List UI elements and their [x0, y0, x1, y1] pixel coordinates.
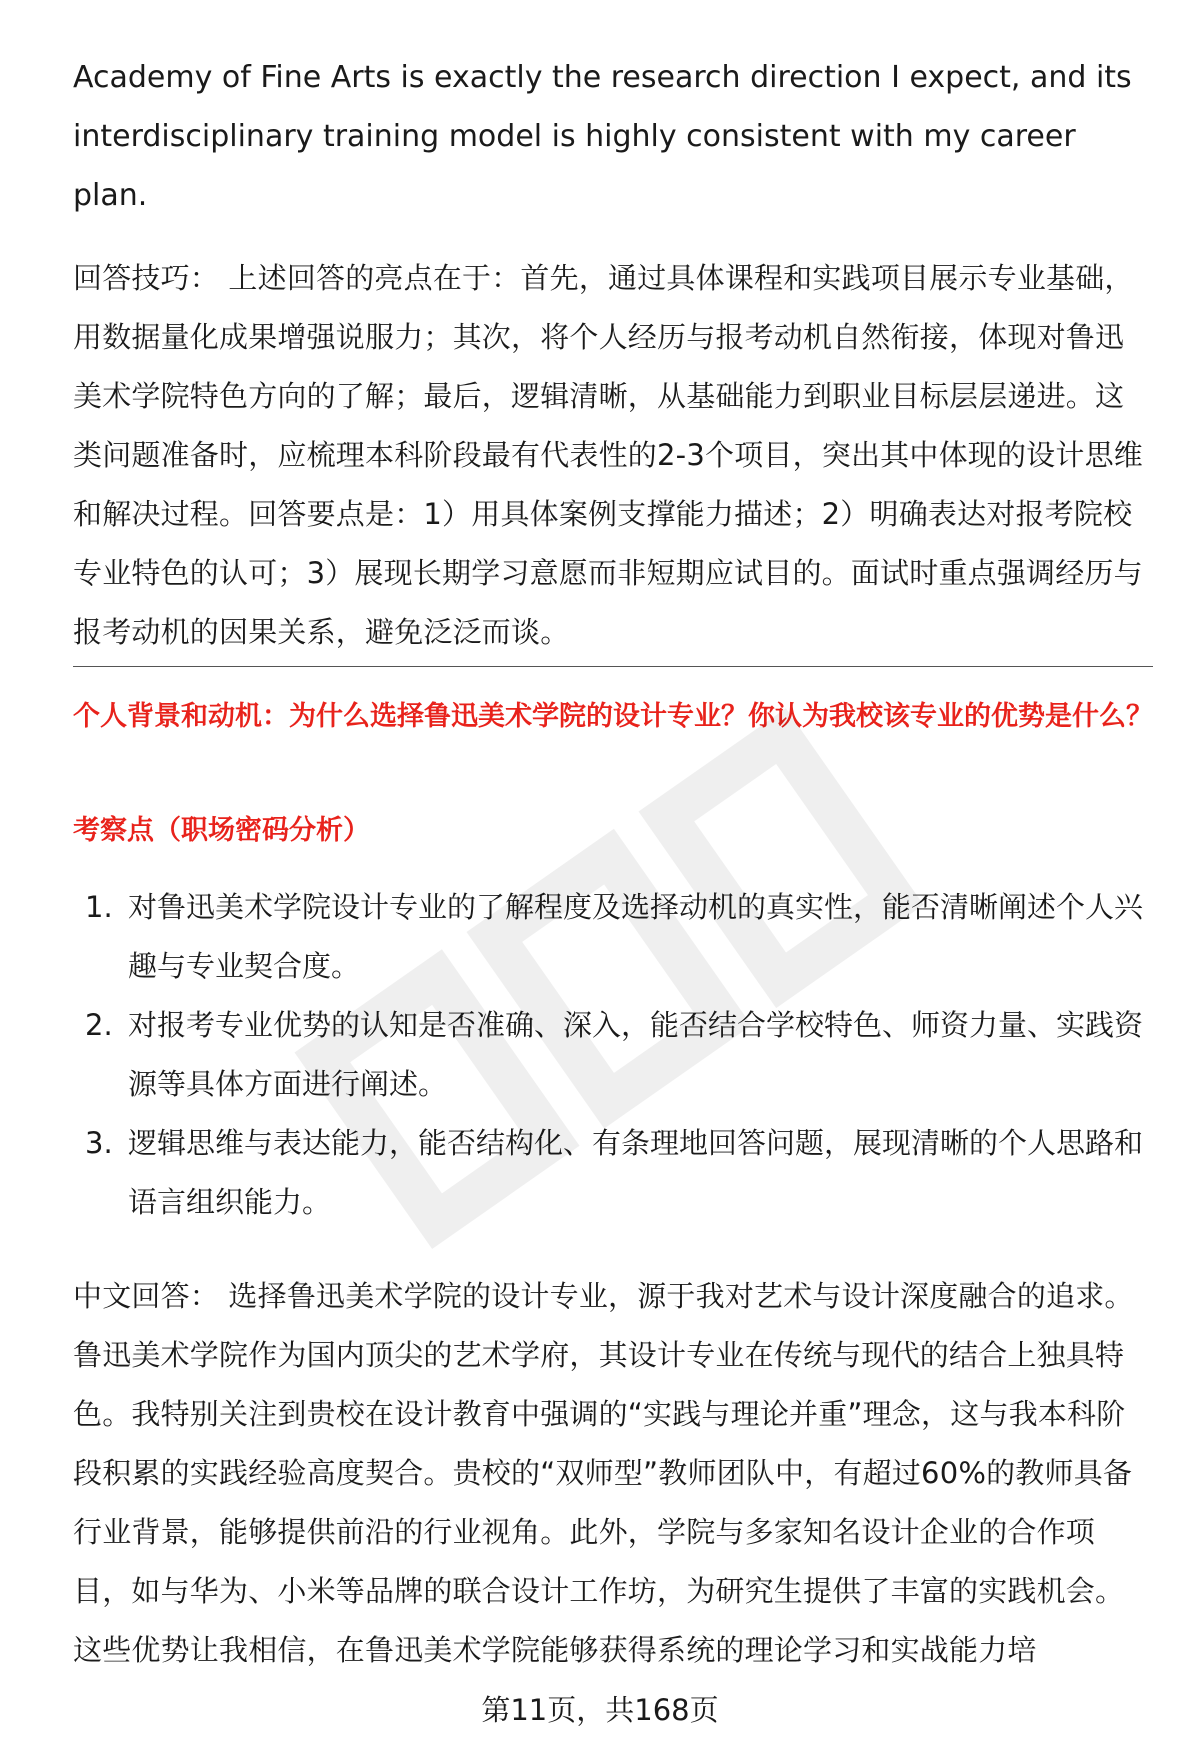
top-content: [73, 48, 1153, 662]
section-divider: [73, 666, 1153, 667]
spacer: [73, 225, 1153, 249]
page-footer: 第11页，共168页: [481, 1693, 719, 1727]
list-number: 1.: [85, 890, 113, 924]
list-number: 2.: [85, 1008, 113, 1042]
list-item: [73, 1114, 1153, 1232]
list-text: 对报考专业优势的认知是否准确、深入，能否结合学校特色、师资力量、实践资源等具体方面进行阐述。: [128, 1008, 1144, 1101]
tips-paragraph: 回答技巧： 上述回答的亮点在于：首先，通过具体课程和实践项目展示专业基础，用数据量化成果增强说服力；其次，将个人经历与报考动机自然衔接，体现对鲁迅美术学院特色方向的了解；最后，逻辑清晰，从基础能力到职业目标层层递进。这类问题准备时，应梳理本科阶段最有代表性的2-3个项目，突出其中体现的设计思维和解决过程。回答要点是：1）用具体案例支撑能力描述；2）明确表达对报考院校专业特色的认可；3）展现长期学习意愿而非短期应试目的。面试时重点强调经历与报考动机的因果关系，避免泛泛而谈。: [73, 261, 1143, 649]
section-question: 个人背景和动机：为什么选择鲁迅美术学院的设计专业？你认为我校该专业的优势是什么？: [73, 701, 1153, 732]
english-paragraph: Academy of Fine Arts is exactly the research direction I expect, and its interdisciplinary training model is highly consistent with my career plan.: [73, 60, 1132, 213]
list-item: [73, 996, 1153, 1114]
list-number: 3.: [85, 1126, 113, 1160]
answer-block: [73, 1267, 1153, 1680]
answer-paragraph: 中文回答： 选择鲁迅美术学院的设计专业，源于我对艺术与设计深度融合的追求。鲁迅美术学院作为国内顶尖的艺术学府，其设计专业在传统与现代的结合上独具特色。我特别关注到贵校在设计教育中强调的“实践与理论并重”理念，这与我本科阶段积累的实践经验高度契合。贵校的“双师型”教师团队中，有超过60%的教师具备行业背景，能够提供前沿的行业视角。此外，学院与多家知名设计企业的合作项目，如与华为、小米等品牌的联合设计工作坊，为研究生提供了丰富的实践机会。这些优势让我相信，在鲁迅美术学院能够获得系统的理论学习和实战能力培: [73, 1279, 1134, 1667]
list-text: 对鲁迅美术学院设计专业的了解程度及选择动机的真实性，能否清晰阐述个人兴趣与专业契合度。: [128, 890, 1144, 983]
list-item: [73, 878, 1153, 996]
points-list: [73, 878, 1153, 1232]
list-text: 逻辑思维与表达能力，能否结构化、有条理地回答问题，展现清晰的个人思路和语言组织能力。: [128, 1126, 1144, 1219]
section-subheading: 考察点（职场密码分析）: [73, 815, 370, 846]
